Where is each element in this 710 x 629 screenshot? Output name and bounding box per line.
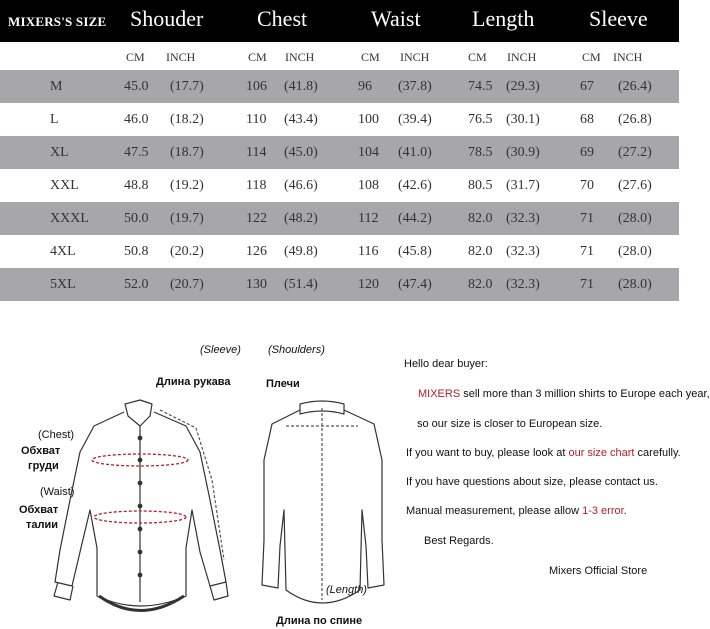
cm-cell: 118 — [246, 178, 267, 193]
cm-cell: 78.5 — [468, 145, 493, 160]
cm-cell: 76.5 — [468, 112, 493, 127]
cm-cell: 130 — [246, 277, 267, 292]
note-line-5: Manual measurement, please allow 1-3 error. — [406, 505, 627, 517]
size-cell: 4XL — [50, 244, 76, 259]
note-line-1: MIXERS sell more than 3 million shirts to Europe each year, — [418, 388, 710, 400]
inch-cell: (27.6) — [618, 178, 652, 193]
table-header — [0, 0, 679, 42]
size-cell: M — [50, 79, 63, 94]
waist-label-ru-1: Обхват — [19, 504, 59, 516]
cm-cell: 48.8 — [124, 178, 149, 193]
inch-cell: (18.7) — [170, 145, 204, 160]
inch-cell: (44.2) — [398, 211, 432, 226]
measurement-diagram — [0, 300, 400, 629]
chest-label-ru-2: груди — [28, 460, 59, 472]
inch-cell: (31.7) — [506, 178, 540, 193]
inch-cell: (32.3) — [506, 277, 540, 292]
cm-cell: 70 — [580, 178, 594, 193]
cm-cell: 47.5 — [124, 145, 149, 160]
inch-cell: (28.0) — [618, 277, 652, 292]
cm-cell: 108 — [358, 178, 379, 193]
inch-cell: (49.8) — [284, 244, 318, 259]
cm-cell: 126 — [246, 244, 267, 259]
cm-cell: 120 — [358, 277, 379, 292]
inch-cell: (41.0) — [398, 145, 432, 160]
back-shirt-drawing — [262, 401, 384, 603]
cm-cell: 46.0 — [124, 112, 149, 127]
cm-cell: 80.5 — [468, 178, 493, 193]
unit-cm: CM — [468, 50, 487, 64]
unit-inch: INCH — [507, 50, 537, 64]
cm-cell: 100 — [358, 112, 379, 127]
table-row — [0, 136, 679, 169]
length-label-en: (Length) — [326, 584, 367, 596]
column-header-length: Length — [472, 6, 535, 31]
size-cell: XXXL — [50, 211, 89, 226]
table-row — [0, 169, 679, 202]
chest-label-en: (Chest) — [38, 429, 75, 441]
unit-cm: CM — [248, 50, 267, 64]
chest-label-ru-1: Обхват — [21, 445, 61, 457]
inch-cell: (29.3) — [506, 79, 540, 94]
inch-cell: (42.6) — [398, 178, 432, 193]
inch-cell: (47.4) — [398, 277, 432, 292]
inch-cell: (30.9) — [506, 145, 540, 160]
inch-cell: (26.4) — [618, 79, 652, 94]
shirt-illustration — [0, 300, 400, 629]
inch-cell: (51.4) — [284, 277, 318, 292]
inch-cell: (26.8) — [618, 112, 652, 127]
cm-cell: 82.0 — [468, 277, 493, 292]
table-row — [0, 235, 679, 268]
waist-label-en: (Waist) — [40, 486, 75, 498]
cm-cell: 116 — [358, 244, 379, 259]
note-line-3: If you want to buy, please look at our size chart carefully. — [406, 447, 681, 459]
cm-cell: 68 — [580, 112, 594, 127]
inch-cell: (17.7) — [170, 79, 204, 94]
cm-cell: 71 — [580, 244, 594, 259]
inch-cell: (19.7) — [170, 211, 204, 226]
inch-cell: (20.2) — [170, 244, 204, 259]
unit-cm: CM — [582, 50, 601, 64]
unit-header-row — [0, 42, 679, 70]
column-header-shoulder: Shouder — [130, 6, 204, 31]
cm-cell: 82.0 — [468, 244, 493, 259]
inch-cell: (48.2) — [284, 211, 318, 226]
shoulders-label-ru: Плечи — [266, 378, 300, 390]
inch-cell: (37.8) — [398, 79, 432, 94]
size-chart-highlight: our size chart — [568, 447, 635, 459]
note-signature: Mixers Official Store — [549, 565, 648, 577]
table-row — [0, 70, 679, 103]
cm-cell: 50.0 — [124, 211, 149, 226]
cm-cell: 74.5 — [468, 79, 493, 94]
inch-cell: (46.6) — [284, 178, 318, 193]
inch-cell: (30.1) — [506, 112, 540, 127]
size-cell: XL — [50, 145, 69, 160]
sleeve-label-en: (Sleeve) — [200, 344, 241, 356]
column-header-sleeve: Sleeve — [589, 6, 648, 31]
cm-cell: 69 — [580, 145, 594, 160]
note-greeting: Hello dear buyer: — [404, 358, 488, 370]
column-header-waist: Waist — [371, 6, 421, 31]
cm-cell: 122 — [246, 211, 267, 226]
cm-cell: 110 — [246, 112, 267, 127]
inch-cell: (28.0) — [618, 244, 652, 259]
inch-cell: (20.7) — [170, 277, 204, 292]
cm-cell: 71 — [580, 211, 594, 226]
cm-cell: 71 — [580, 277, 594, 292]
inch-cell: (43.4) — [284, 112, 318, 127]
note-regards: Best Regards. — [424, 535, 494, 547]
unit-inch: INCH — [285, 50, 315, 64]
cm-cell: 67 — [580, 79, 594, 94]
size-cell: 5XL — [50, 277, 76, 292]
waist-label-ru-2: талии — [26, 519, 59, 531]
inch-cell: (32.3) — [506, 244, 540, 259]
inch-cell: (27.2) — [618, 145, 652, 160]
unit-inch: INCH — [400, 50, 430, 64]
cm-cell: 96 — [358, 79, 372, 94]
cm-cell: 50.8 — [124, 244, 149, 259]
cm-cell: 114 — [246, 145, 267, 160]
size-cell: L — [50, 112, 59, 127]
error-highlight: 1-3 error — [582, 505, 624, 517]
cm-cell: 52.0 — [124, 277, 149, 292]
inch-cell: (45.8) — [398, 244, 432, 259]
size-cell: XXL — [50, 178, 79, 193]
unit-inch: INCH — [166, 50, 196, 64]
table-row — [0, 103, 679, 136]
size-table — [0, 0, 679, 301]
unit-inch: INCH — [613, 50, 643, 64]
inch-cell: (28.0) — [618, 211, 652, 226]
shoulders-label-en: (Shoulders) — [268, 344, 325, 356]
inch-cell: (32.3) — [506, 211, 540, 226]
table-row — [0, 268, 679, 301]
brand-label: MIXERS'S SIZE — [8, 14, 107, 29]
length-label-ru: Длина по спине — [276, 615, 363, 627]
cm-cell: 106 — [246, 79, 267, 94]
inch-cell: (45.0) — [284, 145, 318, 160]
cm-cell: 104 — [358, 145, 379, 160]
inch-cell: (18.2) — [170, 112, 204, 127]
column-header-chest: Chest — [257, 6, 308, 31]
sleeve-measure-line — [160, 410, 224, 560]
inch-cell: (19.2) — [170, 178, 204, 193]
table-row — [0, 202, 679, 235]
unit-cm: CM — [361, 50, 380, 64]
brand-highlight: MIXERS — [418, 388, 461, 400]
cm-cell: 45.0 — [124, 79, 149, 94]
sleeve-label-ru: Длина рукава — [156, 376, 231, 388]
table-body — [0, 70, 679, 301]
note-line-4: If you have questions about size, please contact us. — [406, 476, 658, 488]
note-line-2: so our size is closer to European size. — [417, 418, 603, 430]
cm-cell: 82.0 — [468, 211, 493, 226]
unit-cm: CM — [126, 50, 145, 64]
cm-cell: 112 — [358, 211, 379, 226]
inch-cell: (39.4) — [398, 112, 432, 127]
inch-cell: (41.8) — [284, 79, 318, 94]
